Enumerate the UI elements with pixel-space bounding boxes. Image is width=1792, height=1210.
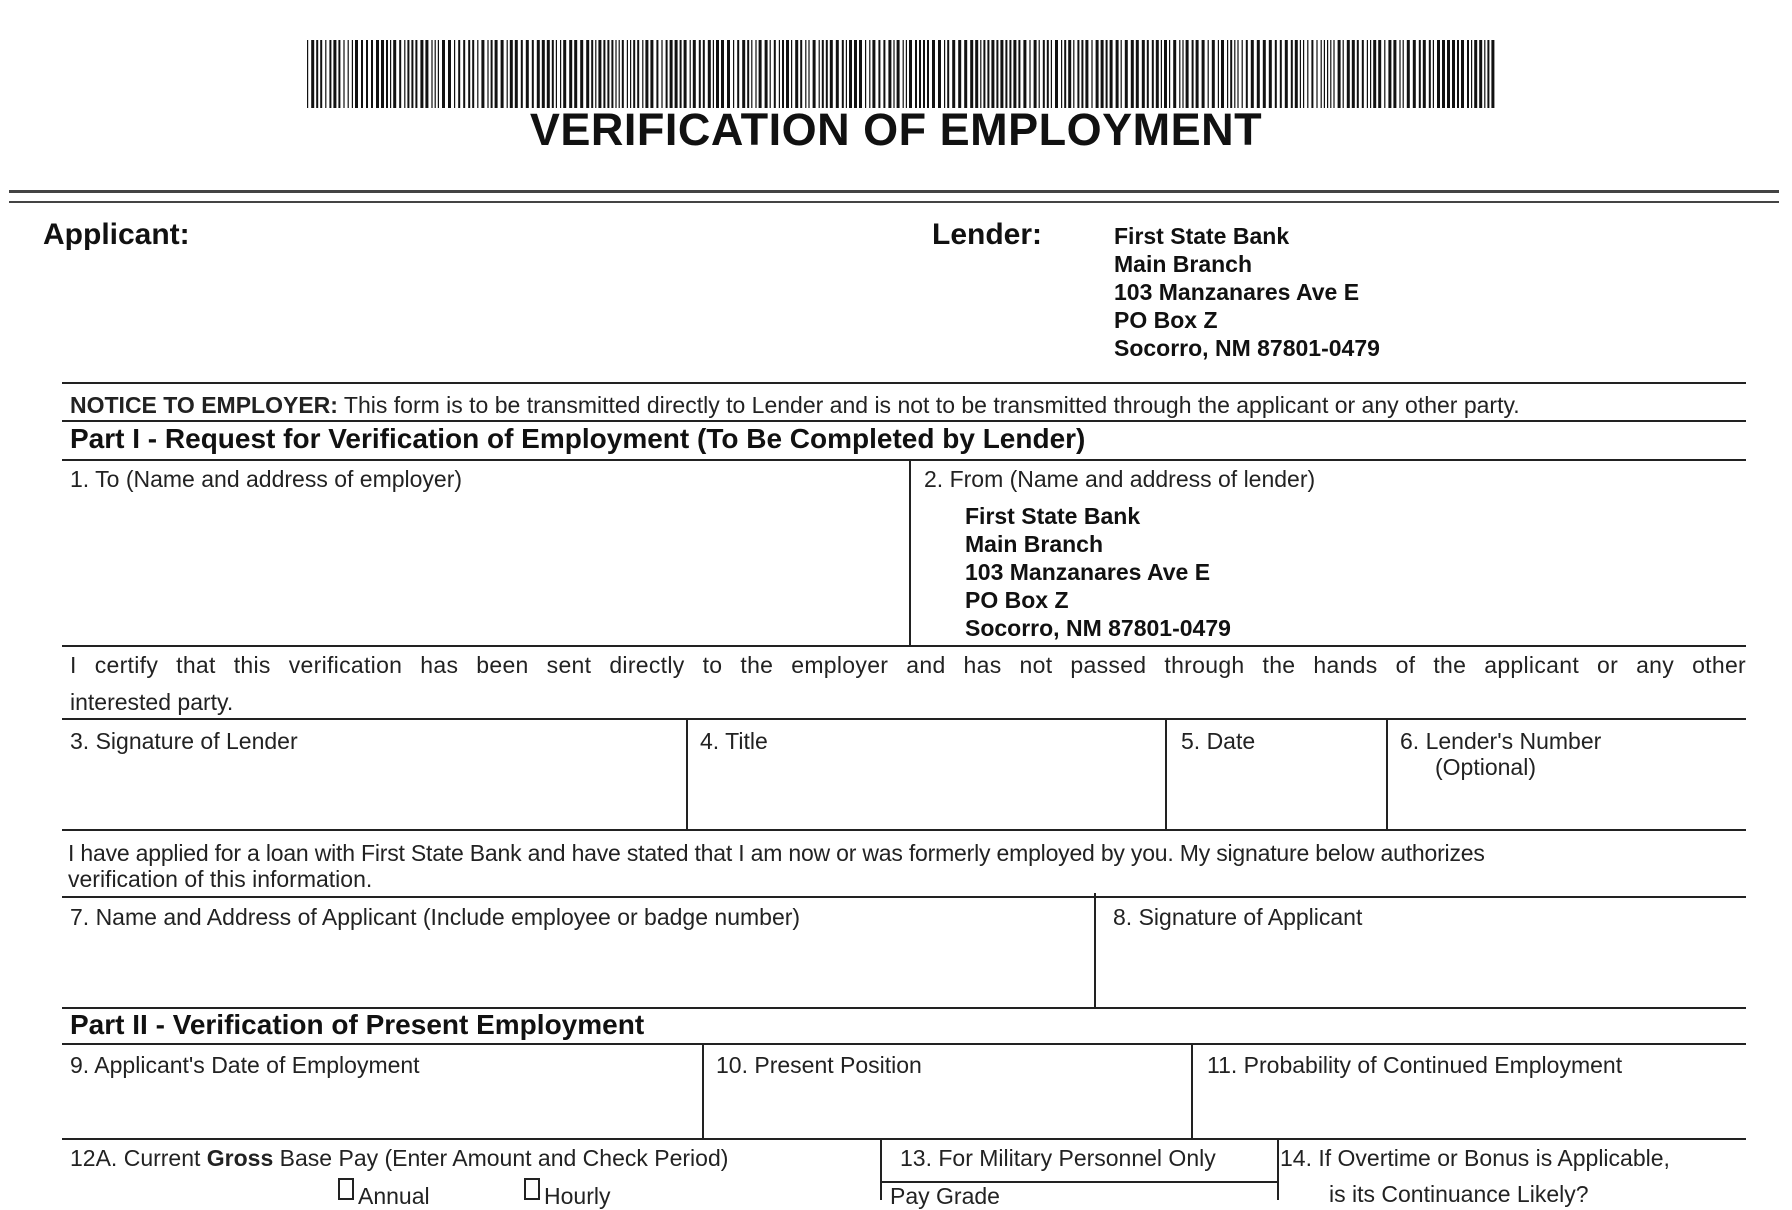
divider-1-2: [909, 459, 911, 645]
field-14-label: 14. If Overtime or Bonus is Applicable,: [1280, 1145, 1670, 1171]
lender-address-line: PO Box Z: [1114, 307, 1218, 333]
rule-section1-bottom: [62, 645, 1746, 647]
applied-line-2: verification of this information.: [68, 866, 373, 892]
hourly-checkbox[interactable]: [524, 1178, 540, 1200]
field-6-label: 6. Lender's Number: [1400, 728, 1602, 754]
field-14-continuance: is its Continuance Likely?: [1329, 1181, 1589, 1207]
applied-line-1: I have applied for a loan with First State Bank and have stated that I am now or was formerly employed by you. My signature below authorizes: [68, 840, 1485, 866]
divider-12-13: [880, 1138, 882, 1200]
part2-title: Part II - Verification of Present Employment: [70, 1009, 645, 1040]
rule-applied-bottom: [62, 896, 1746, 898]
certify-line-1: I certify that this verification has been sent directly to the employer and has not passed through the hands of the applicant or any other: [70, 652, 1746, 678]
lender-label: Lender:: [932, 218, 1043, 251]
lender-address-line: Socorro, NM 87801-0479: [1114, 335, 1380, 361]
rule-row9-bottom: [62, 1138, 1746, 1140]
divider-7-8: [1094, 893, 1096, 1007]
field-13-label: 13. For Military Personnel Only: [900, 1145, 1216, 1171]
field-1-label: 1. To (Name and address of employer): [70, 466, 463, 492]
divider-3-4: [686, 718, 688, 829]
field-2-label: 2. From (Name and address of lender): [924, 466, 1316, 492]
form-title: VERIFICATION OF EMPLOYMENT: [529, 104, 1263, 155]
rule-notice-top: [62, 382, 1746, 384]
divider-5-6: [1386, 718, 1388, 829]
field-7-label: 7. Name and Address of Applicant (Include employee or badge number): [70, 904, 801, 930]
from-address-line: 103 Manzanares Ave E: [965, 559, 1211, 585]
rule-part1-top: [62, 420, 1746, 422]
divider-10-11: [1191, 1043, 1193, 1138]
field-5-label: 5. Date: [1181, 728, 1256, 754]
divider-13-14: [1277, 1138, 1279, 1200]
notice-text: [70, 392, 1520, 419]
notice-body: This form is to be transmitted directly to Lender and is not to be transmitted through the applicant or any other party.: [343, 392, 1520, 418]
rule-part2-bottom: [62, 1043, 1746, 1045]
annual-checkbox[interactable]: [338, 1178, 354, 1200]
lender-address-line: Main Branch: [1114, 251, 1253, 277]
from-address-line: Main Branch: [965, 531, 1104, 557]
from-address-line: PO Box Z: [965, 587, 1069, 613]
lender-address: [1114, 222, 1380, 362]
field-4-label: 4. Title: [700, 728, 768, 754]
rule-certify-bottom: [62, 718, 1746, 720]
field-10-label: 10. Present Position: [716, 1052, 922, 1078]
rule-row3-bottom: [62, 829, 1746, 831]
field-12a-prefix: 12A. Current: [70, 1145, 207, 1171]
field-6-optional: (Optional): [1435, 754, 1536, 780]
pay-grade-label: Pay Grade: [890, 1183, 1000, 1209]
field-3-label: 3. Signature of Lender: [70, 728, 298, 754]
rule-part1-bottom: [62, 459, 1746, 461]
from-address-line: Socorro, NM 87801-0479: [965, 615, 1231, 641]
hourly-label: Hourly: [544, 1183, 611, 1209]
divider-4-5: [1165, 718, 1167, 829]
certify-line-2: interested party.: [70, 689, 234, 715]
barcode-image: [307, 40, 1497, 108]
header-divider: [9, 190, 1779, 203]
field-9-label: 9. Applicant's Date of Employment: [70, 1052, 420, 1078]
lender-address-line: First State Bank: [1114, 223, 1290, 249]
lender-address-line: 103 Manzanares Ave E: [1114, 279, 1360, 305]
from-address-line: First State Bank: [965, 503, 1141, 529]
notice-label: NOTICE TO EMPLOYER:: [70, 392, 338, 418]
field-12a-label: [70, 1145, 728, 1172]
annual-label: Annual: [358, 1183, 430, 1209]
divider-9-10: [702, 1043, 704, 1138]
field-8-label: 8. Signature of Applicant: [1113, 904, 1363, 930]
from-address: [965, 502, 1231, 642]
field-11-label: 11. Probability of Continued Employment: [1207, 1052, 1623, 1078]
field-12a-gross: Gross: [206, 1145, 274, 1171]
part1-title: Part I - Request for Verification of Employment (To Be Completed by Lender): [70, 423, 1086, 454]
applicant-label: Applicant:: [43, 218, 190, 251]
field-12a-suffix: Base Pay (Enter Amount and Check Period): [273, 1145, 729, 1171]
